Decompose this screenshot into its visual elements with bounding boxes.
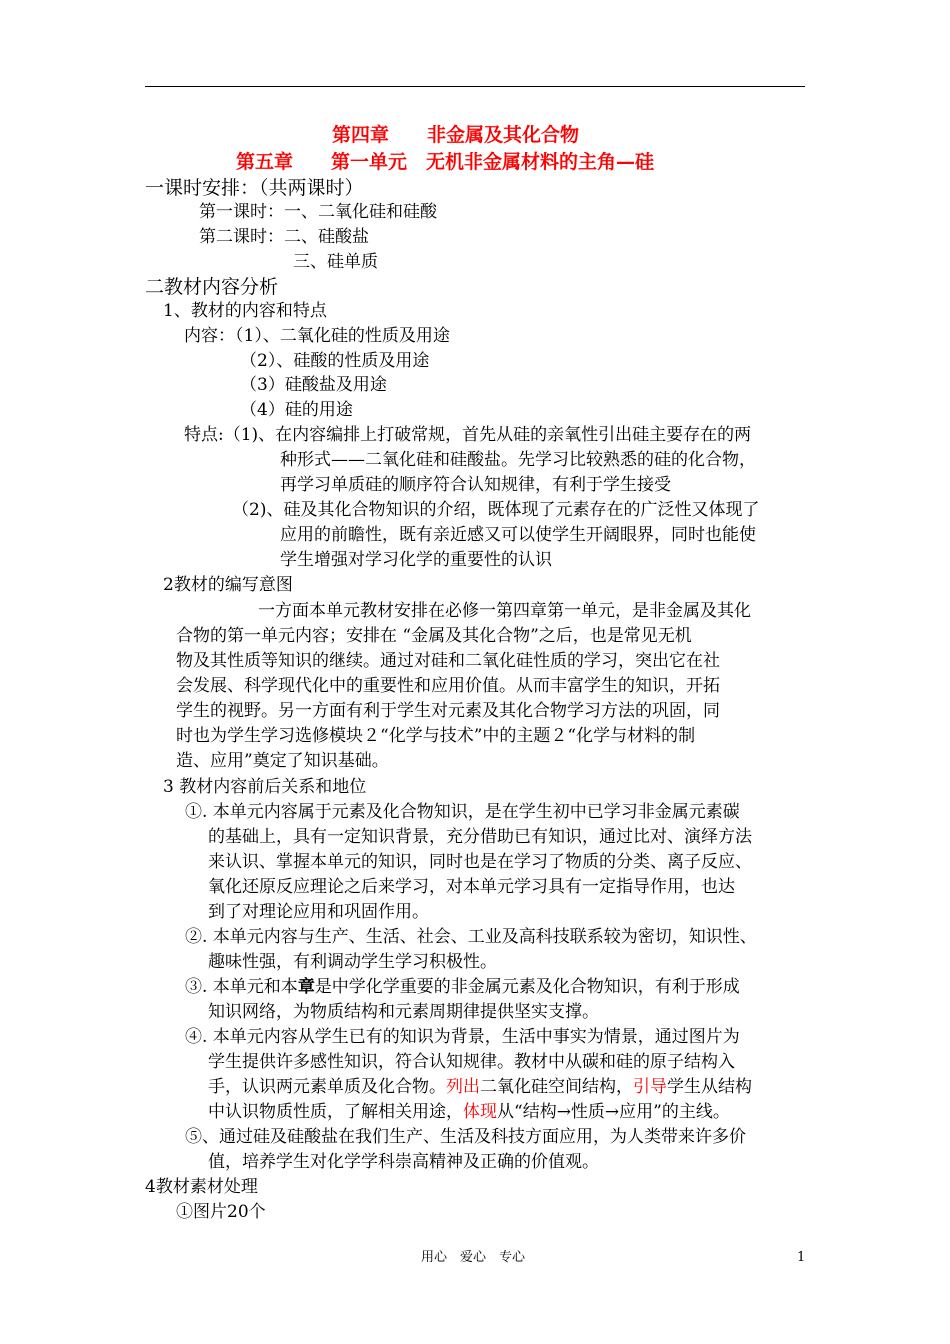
feature-1-line-2: 种形式——二氧化硅和硅酸盐。先学习比较熟悉的硅的化合物，	[280, 450, 756, 470]
subsection-4: 4教材素材处理	[145, 1177, 258, 1197]
feature-1-line-3: 再学习单质硅的顺序符合认知规律，有利于学生接受	[280, 475, 671, 495]
unit-title: 第五章 第一单元 无机非金属材料的主角—硅	[236, 151, 655, 173]
point-5-line-2: 值，培养学生对化学学科崇高精神及正确的价值观。	[208, 1152, 599, 1172]
point-4-line-2: 学生提供许多感性知识，符合认知规律。教材中从碳和硅的原子结构入	[208, 1052, 735, 1072]
point-4-line-4	[208, 1100, 730, 1124]
content-item-1: 内容：（1）、二氧化硅的性质及用途	[184, 326, 450, 346]
intent-para-7: 造、应用”奠定了知识基础。	[176, 751, 389, 771]
lesson-2-item: 三、硅单质	[293, 252, 378, 272]
point-4-red-word-1: 列出	[446, 1077, 480, 1097]
intent-para-3: 物及其性质等知识的继续。通过对硅和二氧化硅性质的学习，突出它在社	[176, 651, 720, 671]
point-4-text-c: 学生从结构	[667, 1077, 752, 1097]
point-3-bold-word: 章	[297, 977, 315, 997]
point-2-line-1: ②. 本单元内容与生产、生活、社会、工业及高科技联系较为密切，知识性、	[185, 927, 757, 947]
content-item-3: （3）硅酸盐及用途	[240, 375, 387, 395]
point-4-text-d: 中认识物质性质，了解相关用途，	[208, 1102, 463, 1122]
point-5-line-1: ⑤、通过硅及硅酸盐在我们生产、生活及科技方面应用，为人类带来许多价	[185, 1127, 746, 1147]
content-item-4: （4）硅的用途	[240, 400, 353, 420]
feature-2-line-2: 应用的前瞻性，既有亲近感又可以使学生开阔眼界，同时也能使	[280, 525, 756, 545]
header-rule	[145, 86, 805, 87]
point-4-line-1: ④. 本单元内容从学生已有的知识为背景，生活中事实为情景，通过图片为	[185, 1027, 740, 1047]
lesson-2: 第二课时：二、硅酸盐	[199, 227, 369, 247]
point-2-line-2: 趣味性强，有利调动学生学习积极性。	[208, 952, 497, 972]
point-1-line-1: ①. 本单元内容属于元素及化合物知识，是在学生初中已学习非金属元素碳	[185, 802, 740, 822]
point-4-text-b: 二氧化硅空间结构，	[480, 1077, 633, 1097]
point-4-red-word-2: 引导	[633, 1077, 667, 1097]
point-4-text-e: 从“结构→性质→应用”的主线。	[497, 1102, 730, 1122]
page-number: 1	[797, 1250, 806, 1265]
point-4-text-a: 手，认识两元素单质及化合物。	[208, 1077, 446, 1097]
section-2-heading: 二教材内容分析	[145, 276, 279, 298]
intent-para-1: 一方面本单元教材安排在必修一第四章第一单元，是非金属及其化	[258, 601, 751, 621]
feature-2-line-1: （2)、硅及其化合物知识的介绍，既体现了元素存在的广泛性又体现了	[232, 500, 760, 520]
point-3-line-2: 知识网络，为物质结构和元素周期律提供坚实支撑。	[208, 1002, 599, 1022]
intent-para-5: 学生的视野。另一方面有利于学生对元素及其化合物学习方法的巩固，同	[176, 701, 720, 721]
point-1-line-2: 的基础上，具有一定知识背景，充分借助已有知识，通过比对、演绎方法	[208, 827, 752, 847]
intent-para-6: 时也为学生学习选修模块２“化学与技术”中的主题２“化学与材料的制	[176, 726, 696, 746]
subsection-1: 1、教材的内容和特点	[163, 301, 327, 321]
feature-1-line-1: 特点:（1)、在内容编排上打破常规，首先从硅的亲氧性引出硅主要存在的两	[184, 425, 752, 445]
feature-2-line-3: 学生增强对学习化学的重要性的认识	[280, 550, 552, 570]
point-3-text-b: 是中学化学重要的非金属元素及化合物知识，有利于形成	[314, 977, 740, 997]
subsection-3: 3 教材内容前后关系和地位	[163, 777, 367, 797]
point-3-text-a: ③. 本单元和本	[185, 977, 298, 997]
content-item-2: （2）、硅酸的性质及用途	[240, 351, 430, 371]
point-4-line-3	[208, 1075, 752, 1099]
material-item-1: ①图片20个	[176, 1202, 266, 1222]
subsection-2: 2教材的编写意图	[163, 575, 293, 595]
intent-para-2: 合物的第一单元内容；安排在 “金属及其化合物”之后，也是常见无机	[176, 626, 692, 646]
section-1-heading: 一课时安排：（共两课时）	[145, 177, 364, 199]
lesson-1: 第一课时：一、二氧化硅和硅酸	[199, 202, 437, 222]
intent-para-4: 会发展、科学现代化中的重要性和应用价值。从而丰富学生的知识，开拓	[176, 676, 720, 696]
footer-slogan: 用心 爱心 专心	[421, 1250, 526, 1265]
chapter-title: 第四章 非金属及其化合物	[332, 124, 580, 146]
point-1-line-5: 到了对理论应用和巩固作用。	[208, 902, 429, 922]
point-4-red-word-3: 体现	[463, 1102, 497, 1122]
point-3-line-1	[185, 975, 740, 999]
point-1-line-3: 来认识、掌握本单元的知识，同时也是在学习了物质的分类、离子反应、	[208, 852, 752, 872]
point-1-line-4: 氧化还原反应理论之后来学习，对本单元学习具有一定指导作用，也达	[208, 877, 735, 897]
